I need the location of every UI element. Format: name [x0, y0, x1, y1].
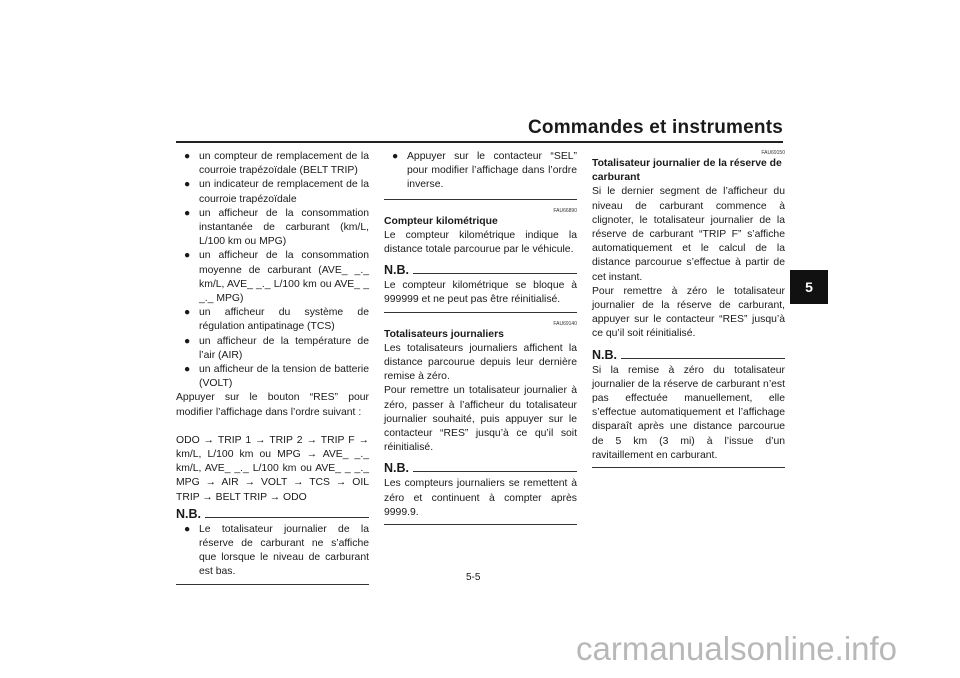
title-rule: [176, 141, 783, 143]
note-label: N.B.: [384, 263, 409, 278]
bullet-icon: ●: [184, 335, 191, 347]
note-box: [176, 507, 369, 585]
paragraph: Pour remettre à zéro le totalisateur journalier de la réserve de carburant, appuyer sur le contacteur “RES” jusqu’à ce qu’il soit réinitialisé.: [592, 285, 785, 340]
list-item: [176, 306, 369, 334]
reference-code: FAU69150: [761, 150, 785, 156]
paragraph: Le compteur kilométrique indique la distance totale parcourue par le véhicule.: [384, 229, 577, 256]
list-item: [176, 150, 369, 178]
paragraph-res-button: Appuyer sur le bouton “RES” pour modifier l’affichage dans l’ordre suivant :: [176, 392, 369, 418]
section-title: Totalisateurs journaliers: [384, 328, 504, 340]
reference-code: FAU69140: [553, 320, 577, 327]
note-text: Le compteur kilométrique se bloque à 999999 et ne peut pas être réinitialisé.: [384, 280, 577, 306]
note-box: [384, 263, 577, 312]
note-text: Les compteurs journaliers se remettent à zéro et continuent à compter après 9999.9.: [384, 478, 577, 518]
note-box: [384, 461, 577, 525]
column-2: [384, 150, 577, 525]
note-label: N.B.: [384, 461, 409, 476]
list-item: [176, 249, 369, 306]
list-item: [176, 335, 369, 363]
chapter-tab: 5: [790, 270, 828, 304]
note-label: N.B.: [176, 506, 201, 521]
list-item-text: un afficheur de la consommation instantanée de carburant (km/L, L/100 km ou MPG): [199, 207, 369, 248]
paragraph-display-sequence: ODO → TRIP 1 → TRIP 2 → TRIP F → km/L, L/100 km ou MPG → AVE_ _._ km/L, AVE_ _._ L/100 km ou AVE_ _ _._ MPG → AIR → VOLT → TCS → OIL TRIP → BELT TRIP → ODO: [176, 434, 369, 503]
bullet-icon: ●: [392, 151, 399, 162]
list-item-text: un afficheur de la consommation moyenne de carburant (AVE_ _._ km/L, AVE_ _._ L/100 km ou AVE_ _ _._ MPG): [199, 250, 369, 305]
bullet-icon: ●: [184, 151, 191, 162]
bullet-icon: ●: [184, 523, 191, 535]
list-item-text: un compteur de remplacement de la courroie trapézoïdale (BELT TRIP): [199, 151, 369, 177]
column-3: [592, 150, 785, 468]
reference-code: FAU66890: [553, 207, 577, 214]
list-item: [176, 523, 369, 580]
list-item-text: un afficheur de la température de l’air (AIR): [199, 335, 369, 361]
bullet-icon: ●: [184, 207, 191, 219]
list-item: [176, 363, 369, 391]
page-title: Commandes et instruments: [527, 117, 783, 138]
list-item-text: un indicateur de remplacement de la courroie trapézoïdale: [199, 179, 369, 205]
note-label: N.B.: [592, 347, 617, 362]
section-title: Compteur kilométrique: [384, 215, 498, 227]
list-item-text: Appuyer sur le contacteur “SEL” pour modifier l’affichage dans l’ordre inverse.: [407, 151, 577, 191]
paragraph: Si le dernier segment de l’afficheur du niveau de carburant commence à clignoter, le totalisateur journalier de la réserve de carburant “TRIP F” s’affiche automatiquement et le calcul de la distance parcourue s’effectue à partir de cet instant.: [592, 186, 785, 283]
list-item-text: un afficheur du système de régulation antipatinage (TCS): [199, 307, 369, 333]
section-divider: [384, 199, 577, 200]
section-title: Totalisateur journalier de la réserve de carburant: [592, 158, 782, 184]
list-item-text: un afficheur de la tension de batterie (VOLT): [199, 364, 369, 390]
paragraph: Les totalisateurs journaliers affichent la distance parcourue depuis leur dernière remise à zéro.: [384, 342, 577, 383]
bullet-icon: ●: [184, 364, 191, 376]
paragraph: Pour remettre un totalisateur journalier à zéro, passer à l’afficheur du totalisateur journalier souhaité, puis appuyer sur le contacteur “RES” jusqu’à ce qu’il soit réinitialisé.: [384, 385, 577, 454]
bullet-icon: ●: [184, 250, 191, 262]
list-item: [176, 207, 369, 250]
watermark: carmanualsonline.info: [576, 630, 898, 667]
column-1: [176, 150, 369, 585]
note-text: Le totalisateur journalier de la réserve de carburant ne s’affiche que lorsque le niveau de carburant est bas.: [199, 523, 369, 578]
page-number: 5-5: [466, 572, 481, 583]
bullet-icon: ●: [184, 179, 191, 191]
list-item: [384, 150, 577, 193]
note-box: [592, 348, 785, 468]
feature-list: [176, 150, 369, 391]
bullet-icon: ●: [184, 307, 191, 319]
note-text: Si la remise à zéro du totalisateur journalier de la réserve de carburant n’est pas effectuée manuellement, elle s’effectue automatiquement et l’affichage disparaît après une distance parcourue de 5 km (3 mi) à l’issue d’un ravitaillement en carburant.: [592, 364, 785, 461]
list-item: [176, 178, 369, 206]
